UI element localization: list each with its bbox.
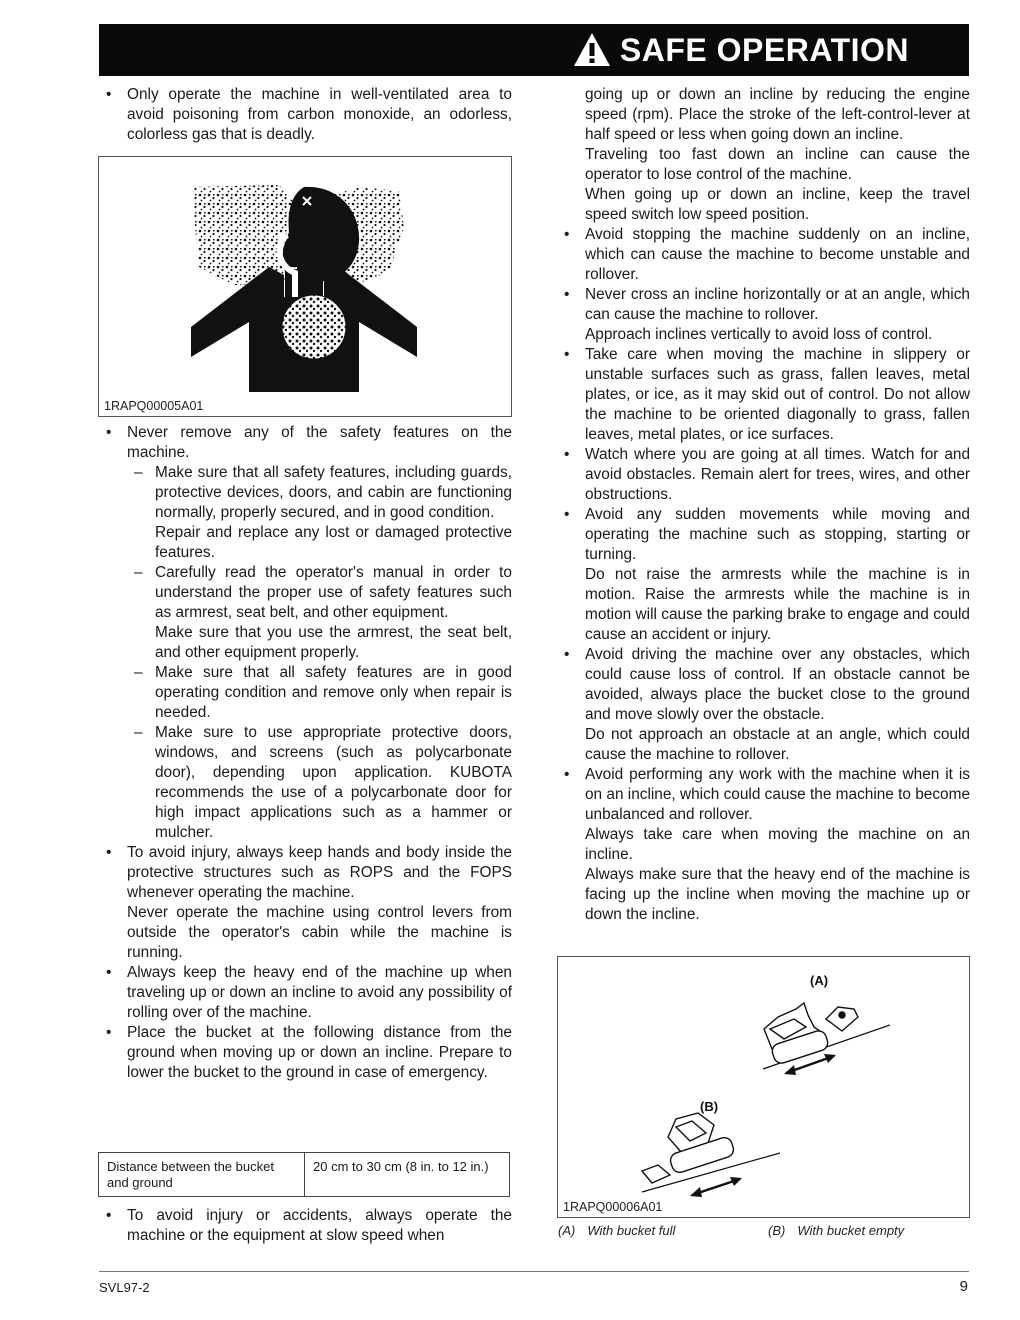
figure-label-a: (A): [810, 973, 829, 988]
warning-icon: [572, 31, 612, 69]
right-column: [562, 85, 970, 925]
sub-list-continuation: Make sure that you use the armrest, the seat belt, and other equipment properly.: [155, 624, 512, 661]
page-number: 9: [959, 1278, 968, 1295]
figure-code: 1RAPQ00006A01: [563, 1200, 663, 1214]
list-continuation: Always make sure that the heavy end of the machine is facing up the incline when moving the machine up or down the incline.: [585, 866, 970, 923]
table-cell-value: 20 cm to 30 cm (8 in. to 12 in.): [313, 1159, 489, 1174]
caption-b-label: (B): [768, 1223, 786, 1238]
list-continuation: When going up or down an incline, keep the travel speed switch low speed position.: [585, 186, 970, 223]
table-cell-label: Distance between the bucket and ground: [99, 1153, 305, 1196]
list-continuation: going up or down an incline by reducing the engine speed (rpm). Place the stroke of the left-control-lever at half speed or less when going down an incline.: [585, 86, 970, 143]
sub-list-continuation: Repair and replace any lost or damaged protective features.: [155, 524, 512, 561]
sub-list-item: – Make sure that all safety features are in good operating condition and remove only when repair is needed.: [104, 663, 512, 723]
list-item: • Place the bucket at the following distance from the ground when moving up or down an incline. Prepare to lower the bucket to the ground in case of emergency.: [104, 1023, 512, 1083]
list-continuation: Never operate the machine using control levers from outside the operator's cabin while the machine is running.: [127, 904, 512, 961]
list-item: • Take care when moving the machine in slippery or unstable surfaces such as grass, fallen leaves, metal plates, or ice, as it may skid out of control. Do not allow the machine to be oriented diagonally to grass, fallen leaves, metal plates, or ice surfaces.: [562, 345, 970, 445]
list-item: • Watch where you are going at all times. Watch for and avoid obstacles. Remain alert for trees, wires, and other obstructions.: [562, 445, 970, 505]
list-item: • Never remove any of the safety features on the machine.: [104, 423, 512, 463]
sub-list-item: – Make sure to use appropriate protective doors, windows, and screens (such as polycarbonate door), depending upon application. KUBOTA recommends the use of a polycarbonate door for high impact applications such as a hammer or mulcher.: [104, 723, 512, 843]
caption-a-text: With bucket full: [587, 1223, 676, 1238]
list-item: • Never cross an incline horizontally or at an angle, which can cause the machine to rollover.: [562, 285, 970, 325]
sub-list-item: – Make sure that all safety features, including guards, protective devices, doors, and cabin are functioning normally, properly secured, and in good condition.: [104, 463, 512, 523]
list-item: • Only operate the machine in well-ventilated area to avoid poisoning from carbon monoxide, an odorless, colorless gas that is deadly.: [104, 85, 512, 145]
list-continuation: Do not raise the armrests while the machine is in motion. Raise the armrests while the machine is in motion will cause the parking brake to engage and could cause an accident or injury.: [585, 566, 970, 643]
list-item: • Avoid any sudden movements while moving and operating the machine such as stopping, starting or turning.: [562, 505, 970, 565]
co-hazard-figure: [98, 156, 512, 417]
sub-list-item: – Carefully read the operator's manual in order to understand the proper use of safety features such as armrest, seat belt, and other equipment.: [104, 563, 512, 623]
caption-a-label: (A): [558, 1223, 576, 1238]
caption-b: [768, 1223, 904, 1238]
list-item: • Always keep the heavy end of the machine up when traveling up or down an incline to avoid any possibility of rolling over of the machine.: [104, 963, 512, 1023]
list-item: • Avoid performing any work with the machine when it is on an incline, which could cause the machine to become unbalanced and rollover.: [562, 765, 970, 825]
left-column-body: [104, 423, 512, 1083]
caption-b-text: With bucket empty: [797, 1223, 905, 1238]
list-item: • Avoid stopping the machine suddenly on an incline, which can cause the machine to become unstable and rollover.: [562, 225, 970, 285]
figure-label-b: (B): [700, 1099, 719, 1114]
machine-b-icon: [642, 1113, 736, 1183]
page-title: SAFE OPERATION: [619, 31, 909, 68]
list-item: • To avoid injury or accidents, always operate the machine or the equipment at slow speed when: [104, 1206, 512, 1246]
document-code: SVL97-2: [99, 1280, 150, 1295]
bucket-distance-table: [98, 1152, 510, 1197]
figure-code: 1RAPQ00005A01: [104, 399, 204, 413]
list-continuation: Do not approach an obstacle at an angle, which could cause the machine to rollover.: [585, 726, 970, 763]
co-poisoning-illustration: [99, 157, 513, 397]
incline-illustration: [558, 957, 971, 1197]
list-item: • Avoid driving the machine over any obstacles, which could cause loss of control. If an obstacle cannot be avoided, always place the bucket close to the ground and move slowly over the obstacle.: [562, 645, 970, 725]
machine-a-icon: [764, 1003, 858, 1065]
caption-a: [558, 1223, 675, 1238]
left-column-top: [104, 85, 512, 145]
list-continuation: Traveling too fast down an incline can cause the operator to lose control of the machine.: [585, 146, 970, 183]
section-banner: [99, 24, 969, 76]
incline-figure: [557, 956, 970, 1218]
list-item: • To avoid injury, always keep hands and body inside the protective structures such as ROPS and the FOPS whenever operating the machine.: [104, 843, 512, 903]
list-continuation: Approach inclines vertically to avoid loss of control.: [585, 326, 933, 343]
left-column-bottom: [104, 1206, 512, 1246]
footer-divider: [99, 1271, 969, 1272]
list-continuation: Always take care when moving the machine on an incline.: [585, 826, 970, 863]
